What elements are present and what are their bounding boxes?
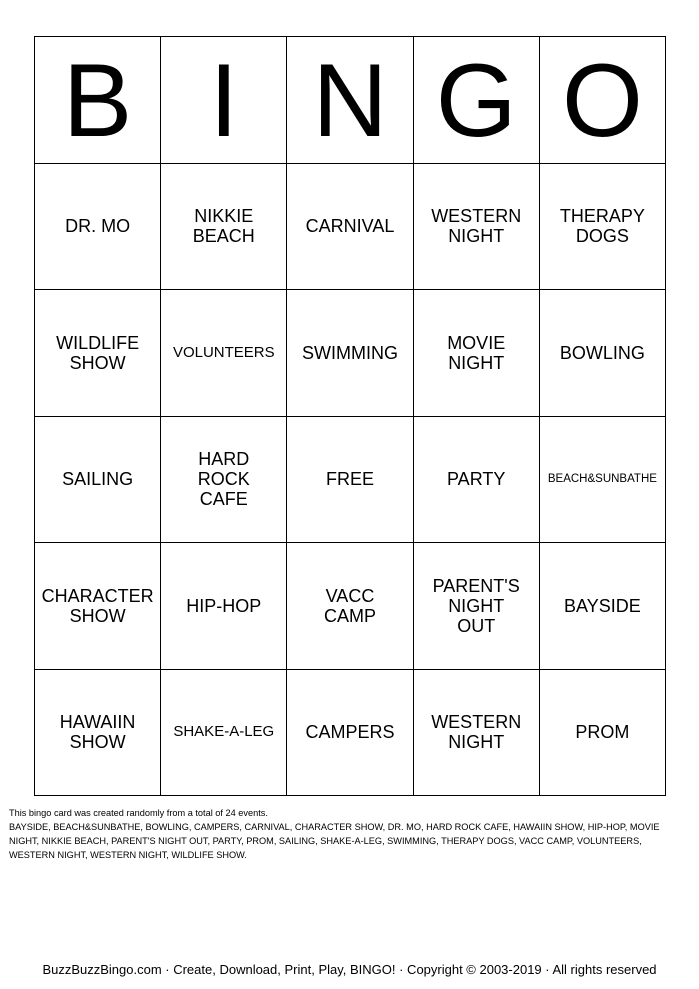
info-summary: This bingo card was created randomly from a total of 24 events. <box>9 808 268 818</box>
site-footer: BuzzBuzzBingo.com · Create, Download, Print, Play, BINGO! · Copyright © 2003-2019 · All rights reserved <box>42 962 657 977</box>
bingo-cell: WILDLIFE SHOW <box>35 290 161 417</box>
bingo-cell: VACC CAMP <box>287 543 413 670</box>
bingo-cell: PROM <box>540 670 666 797</box>
bingo-cell: HARD ROCK CAFE <box>161 417 287 544</box>
bingo-cell: DR. MO <box>35 164 161 291</box>
bingo-cell: PARTY <box>414 417 540 544</box>
header-letter-i: I <box>161 37 287 164</box>
bingo-cell: BAYSIDE <box>540 543 666 670</box>
bingo-card <box>34 36 666 796</box>
bingo-cell: PARENT'S NIGHT OUT <box>414 543 540 670</box>
bingo-cell: SAILING <box>35 417 161 544</box>
free-space-cell: FREE <box>287 417 413 544</box>
bingo-cell: WESTERN NIGHT <box>414 164 540 291</box>
bingo-cell: CARNIVAL <box>287 164 413 291</box>
bingo-cell: SWIMMING <box>287 290 413 417</box>
header-letter-g: G <box>414 37 540 164</box>
bingo-cell: BEACH&SUNBATHE <box>540 417 666 544</box>
bingo-cell: WESTERN NIGHT <box>414 670 540 797</box>
bingo-cell: MOVIE NIGHT <box>414 290 540 417</box>
info-event-list: BAYSIDE, BEACH&SUNBATHE, BOWLING, CAMPERS, CARNIVAL, CHARACTER SHOW, DR. MO, HARD ROCK CAFE, HAWAIIN SHOW, HIP-HOP, MOVIE NIGHT, NIKKIE BEACH, PARENT'S NIGHT OUT, PARTY, PROM, SAILING, SHAKE-A-LEG, SWIMMING, THERAPY DOGS, VACC CAMP, VOLUNTEERS, WESTERN NIGHT, WESTERN NIGHT, WILDLIFE SHOW. <box>9 822 660 860</box>
bingo-cell: HAWAIIN SHOW <box>35 670 161 797</box>
bingo-cell: CHARACTER SHOW <box>35 543 161 670</box>
bingo-cell: BOWLING <box>540 290 666 417</box>
bingo-cell: HIP-HOP <box>161 543 287 670</box>
bingo-cell: THERAPY DOGS <box>540 164 666 291</box>
card-info <box>9 806 687 862</box>
header-letter-o: O <box>540 37 666 164</box>
bingo-cell: CAMPERS <box>287 670 413 797</box>
header-letter-n: N <box>287 37 413 164</box>
bingo-cell: NIKKIE BEACH <box>161 164 287 291</box>
bingo-cell: VOLUNTEERS <box>161 290 287 417</box>
bingo-cell: SHAKE-A-LEG <box>161 670 287 797</box>
header-letter-b: B <box>35 37 161 164</box>
